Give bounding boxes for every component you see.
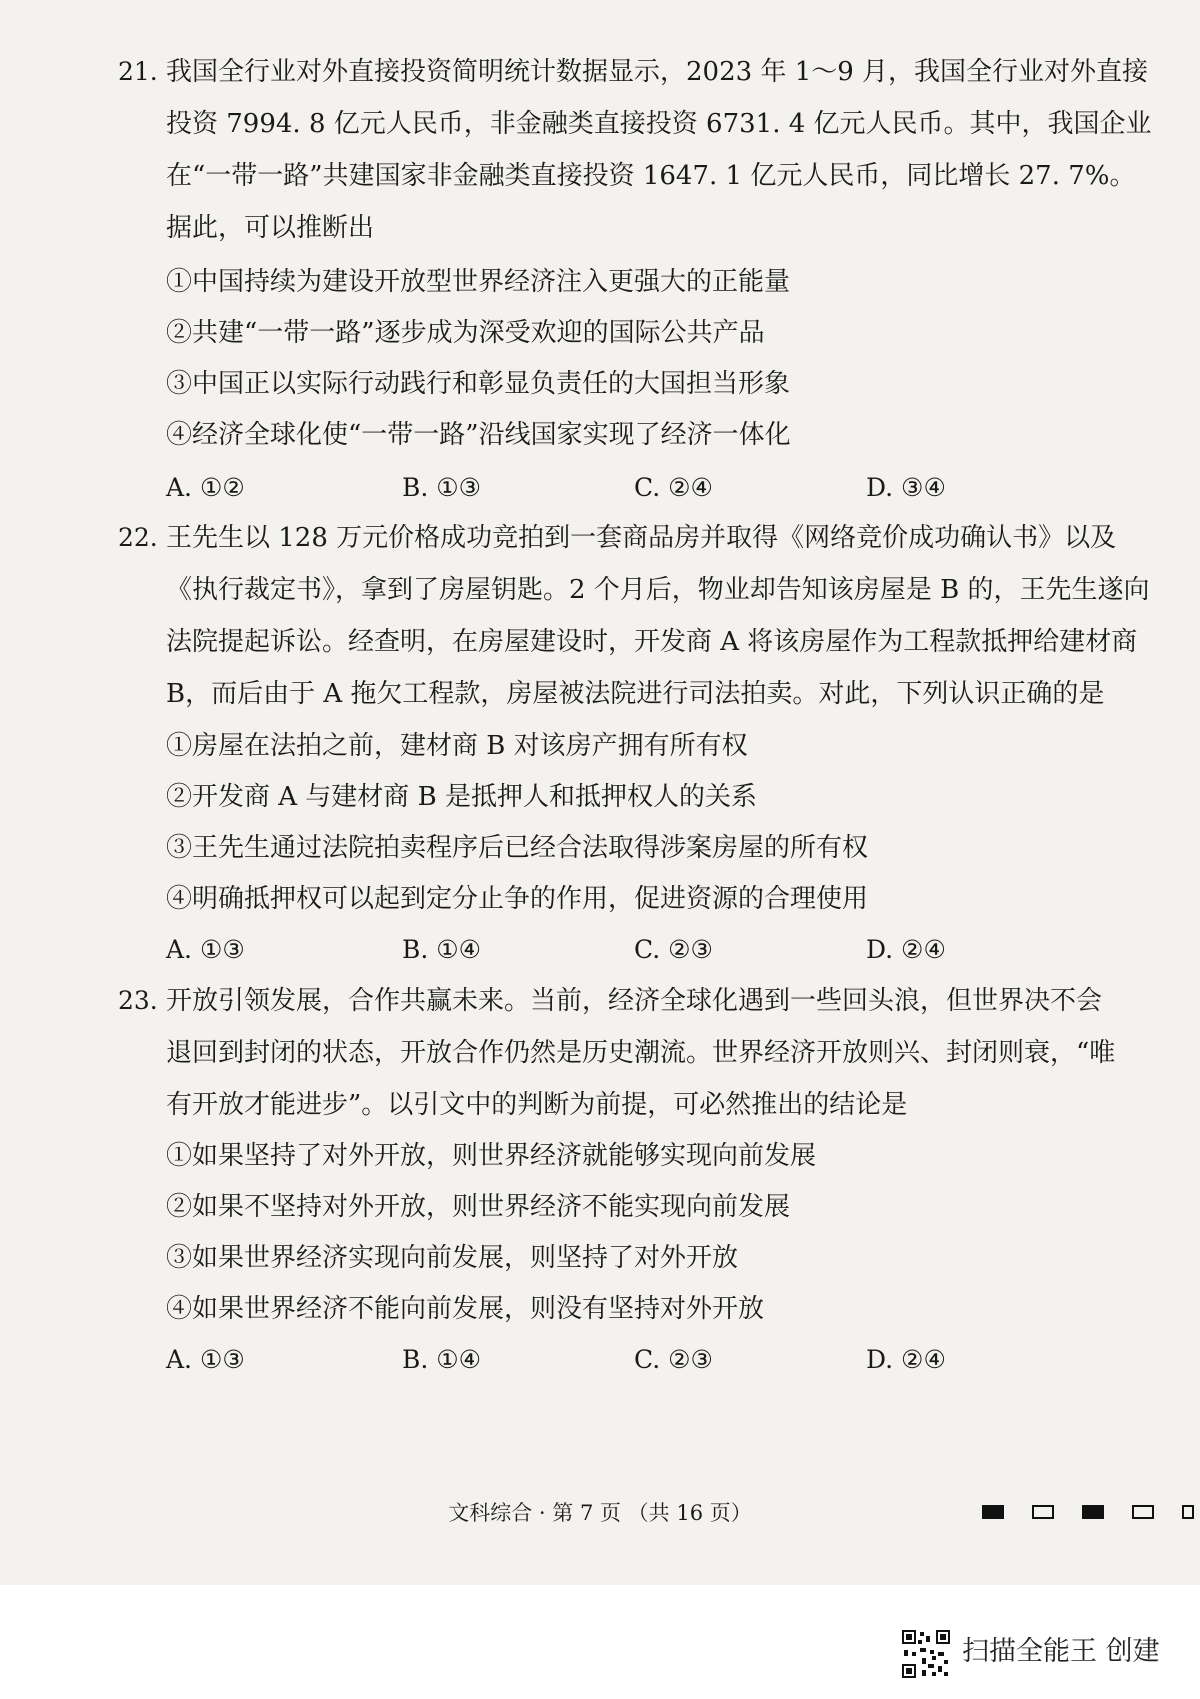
statement: ③王先生通过法院拍卖程序后已经合法取得涉案房屋的所有权 <box>166 833 869 863</box>
hollow-square-mark <box>1182 1505 1194 1519</box>
question-text-line: 《执行裁定书》，拿到了房屋钥匙。2 个月后，物业却告知该房屋是 B 的，王先生遂向 <box>166 575 1150 605</box>
hollow-square-mark <box>1032 1505 1054 1519</box>
statement: ④如果世界经济不能向前发展，则没有坚持对外开放 <box>166 1294 765 1324</box>
statement: ①房屋在法拍之前，建材商 B 对该房产拥有所有权 <box>166 731 748 761</box>
filled-square-mark <box>982 1505 1004 1519</box>
question-number: 23. <box>118 986 158 1015</box>
answer-option-c: C. ②③ <box>634 935 713 964</box>
answer-option-a: A. ①③ <box>166 1345 245 1374</box>
answer-option-d: D. ②④ <box>866 1345 946 1374</box>
answer-option-c: C. ②③ <box>634 1345 713 1374</box>
filled-square-mark <box>1082 1505 1104 1519</box>
answer-option-b: B. ①③ <box>402 473 482 502</box>
answer-option-a: A. ①③ <box>166 935 245 964</box>
question-text-line: 投资 7994. 8 亿元人民币，非金融类直接投资 6731. 4 亿元人民币。其中，我国企业 <box>166 109 1152 139</box>
question-text-line: 开放引领发展，合作共赢未来。当前，经济全球化遇到一些回头浪，但世界决不会 <box>166 986 1103 1016</box>
statement: ④明确抵押权可以起到定分止争的作用，促进资源的合理使用 <box>166 884 869 914</box>
question-number: 22. <box>118 523 158 552</box>
statement: ②开发商 A 与建材商 B 是抵押人和抵押权人的关系 <box>166 782 757 812</box>
statement: ③中国正以实际行动践行和彰显负责任的大国担当形象 <box>166 369 791 399</box>
answer-option-d: D. ③④ <box>866 473 946 502</box>
answer-option-b: B. ①④ <box>402 935 482 964</box>
answer-option-b: B. ①④ <box>402 1345 482 1374</box>
answer-option-c: C. ②④ <box>634 473 713 502</box>
question-text-line: 王先生以 128 万元价格成功竞拍到一套商品房并取得《网络竞价成功确认书》以及 <box>166 523 1117 553</box>
answer-option-d: D. ②④ <box>866 935 946 964</box>
question-text-line: 法院提起诉讼。经查明，在房屋建设时，开发商 A 将该房屋作为工程款抵押给建材商 <box>166 627 1138 657</box>
statement: ③如果世界经济实现向前发展，则坚持了对外开放 <box>166 1243 739 1273</box>
question-text-line: B，而后由于 A 拖欠工程款，房屋被法院进行司法拍卖。对此，下列认识正确的是 <box>166 679 1105 709</box>
question-text-line: 退回到封闭的状态，开放合作仍然是历史潮流。世界经济开放则兴、封闭则衰，“唯 <box>166 1038 1116 1068</box>
scanner-label: 扫描全能王 创建 <box>962 1636 1160 1667</box>
statement: ①如果坚持了对外开放，则世界经济就能够实现向前发展 <box>166 1141 817 1171</box>
page-footer: 文科综合 · 第 7 页 （共 16 页） <box>448 1501 752 1525</box>
answer-option-a: A. ①② <box>166 473 245 502</box>
statement: ①中国持续为建设开放型世界经济注入更强大的正能量 <box>166 267 791 297</box>
statement: ②如果不坚持对外开放，则世界经济不能实现向前发展 <box>166 1192 791 1222</box>
question-text-line: 在“一带一路”共建国家非金融类直接投资 1647. 1 亿元人民币，同比增长 27. 7%。 <box>166 161 1136 191</box>
statement: ④经济全球化使“一带一路”沿线国家实现了经济一体化 <box>166 420 791 450</box>
qr-code-icon <box>900 1628 952 1680</box>
question-text-line: 有开放才能进步”。以引文中的判断为前提，可必然推出的结论是 <box>166 1090 908 1120</box>
question-text-line: 据此，可以推断出 <box>166 213 375 243</box>
statement: ②共建“一带一路”逐步成为深受欢迎的国际公共产品 <box>166 318 765 348</box>
hollow-square-mark <box>1132 1505 1154 1519</box>
question-text-line: 我国全行业对外直接投资简明统计数据显示，2023 年 1～9 月，我国全行业对外直接 <box>166 57 1149 87</box>
question-number: 21. <box>118 57 158 86</box>
